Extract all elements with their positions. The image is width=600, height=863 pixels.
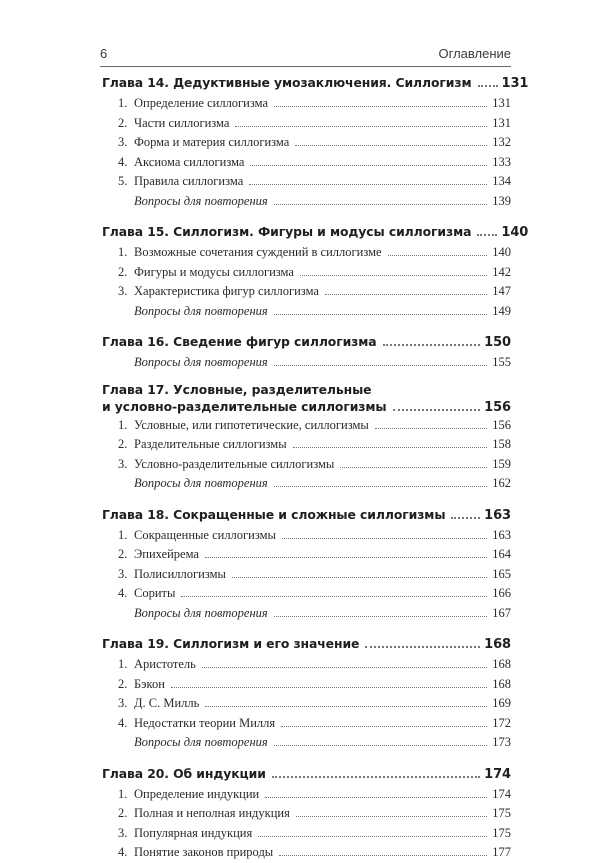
dot-leader bbox=[272, 776, 480, 778]
chapter-title: Глава 20. Об индукции bbox=[102, 765, 266, 781]
section-page: 131 bbox=[492, 96, 511, 110]
review-questions-title: Вопросы для повторения bbox=[134, 303, 268, 318]
dot-leader bbox=[181, 596, 487, 597]
toc-section bbox=[100, 655, 511, 675]
toc-section bbox=[100, 172, 511, 192]
section-page: 156 bbox=[492, 417, 511, 432]
page-header bbox=[100, 46, 511, 64]
chapter-page: 174 bbox=[484, 766, 511, 782]
section-page: 177 bbox=[492, 845, 511, 859]
dot-leader bbox=[478, 85, 498, 87]
toc-review-questions bbox=[100, 353, 511, 373]
section-page: 159 bbox=[492, 456, 511, 471]
section-title: Определение индукции bbox=[134, 786, 260, 801]
dot-leader bbox=[274, 106, 487, 107]
toc-section bbox=[100, 263, 511, 283]
chapter-page: 168 bbox=[484, 637, 511, 652]
section-page: 169 bbox=[492, 696, 511, 710]
section-number: 3. bbox=[118, 566, 128, 581]
section-page: 133 bbox=[492, 154, 511, 169]
dot-leader bbox=[279, 855, 487, 856]
section-title: Полная и неполная индукция bbox=[134, 806, 290, 820]
section-page: 175 bbox=[492, 825, 511, 840]
toc-chapter-17-title-line-1 bbox=[100, 382, 511, 398]
toc-chapter-18 bbox=[100, 504, 511, 526]
section-title: Фигуры и модусы силлогизма bbox=[134, 264, 294, 279]
dot-leader bbox=[250, 165, 487, 166]
section-number: 3. bbox=[118, 284, 128, 298]
section-number: 1. bbox=[118, 657, 128, 671]
review-questions-page: 155 bbox=[492, 355, 511, 369]
dot-leader bbox=[281, 726, 487, 727]
toc-section bbox=[100, 785, 511, 805]
toc-chapter-15 bbox=[100, 221, 529, 243]
dot-leader bbox=[258, 836, 487, 837]
review-questions-title: Вопросы для повторения bbox=[134, 355, 268, 369]
toc-section bbox=[100, 282, 511, 302]
section-page: 147 bbox=[492, 284, 511, 298]
dot-leader bbox=[296, 816, 487, 817]
section-title: Д. С. Милль bbox=[134, 696, 200, 710]
section-page: 140 bbox=[492, 245, 511, 259]
dot-leader bbox=[249, 184, 487, 185]
toc-section bbox=[100, 94, 511, 114]
toc-review-questions bbox=[100, 192, 511, 212]
section-page: 166 bbox=[492, 586, 511, 600]
section-number: 2. bbox=[118, 264, 128, 279]
section-title: Бэкон bbox=[134, 676, 165, 691]
section-title: Условные, или гипотетические, силлогизмы bbox=[134, 417, 369, 432]
section-number: 3. bbox=[118, 696, 128, 710]
dot-leader bbox=[300, 275, 487, 276]
dot-leader bbox=[171, 687, 487, 688]
section-number: 1. bbox=[118, 417, 128, 432]
section-title: Аксиома силлогизма bbox=[134, 154, 245, 169]
dot-leader bbox=[388, 255, 487, 256]
section-page: 132 bbox=[492, 135, 511, 149]
section-title: Сокращенные силлогизмы bbox=[134, 527, 276, 542]
review-questions-page: 167 bbox=[492, 605, 511, 620]
section-number: 4. bbox=[118, 715, 128, 730]
toc-review-questions bbox=[100, 302, 511, 322]
section-number: 2. bbox=[118, 115, 128, 130]
section-number: 1. bbox=[118, 527, 128, 542]
section-number: 5. bbox=[118, 174, 128, 188]
section-page: 134 bbox=[492, 174, 511, 188]
review-questions-page: 162 bbox=[492, 476, 511, 490]
toc-section bbox=[100, 114, 511, 134]
section-number: 2. bbox=[118, 437, 128, 451]
toc-section bbox=[100, 416, 511, 436]
chapter-title: Глава 14. Дедуктивные умозаключения. Силлогизм bbox=[102, 75, 472, 90]
section-page: 131 bbox=[492, 115, 511, 130]
section-title: Полисиллогизмы bbox=[134, 566, 226, 581]
section-number: 2. bbox=[118, 547, 128, 561]
dot-leader bbox=[205, 706, 487, 707]
toc-section bbox=[100, 804, 511, 824]
section-number: 3. bbox=[118, 456, 128, 471]
review-questions-title: Вопросы для повторения bbox=[134, 735, 268, 749]
review-questions-page: 173 bbox=[492, 735, 511, 749]
section-page: 175 bbox=[492, 806, 511, 820]
section-title: Возможные сочетания суждений в силлогизме bbox=[134, 245, 382, 259]
toc-section bbox=[100, 694, 511, 714]
review-questions-page: 149 bbox=[492, 303, 511, 318]
section-page: 168 bbox=[492, 676, 511, 691]
toc-section bbox=[100, 565, 511, 585]
toc-section bbox=[100, 243, 511, 263]
section-page: 174 bbox=[492, 786, 511, 801]
section-number: 3. bbox=[118, 825, 128, 840]
dot-leader bbox=[282, 538, 487, 539]
section-number: 1. bbox=[118, 245, 128, 259]
dot-leader bbox=[375, 428, 487, 429]
running-title: Оглавление bbox=[438, 46, 511, 61]
toc-section bbox=[100, 153, 511, 173]
toc-section bbox=[100, 843, 511, 863]
table-of-contents bbox=[100, 72, 529, 863]
dot-leader bbox=[383, 344, 481, 346]
chapter-title: Глава 15. Силлогизм. Фигуры и модусы силлогизма bbox=[102, 224, 472, 239]
section-page: 142 bbox=[492, 264, 511, 279]
review-questions-page: 139 bbox=[492, 193, 511, 208]
section-title: Аристотель bbox=[134, 657, 196, 671]
toc-section bbox=[100, 133, 511, 153]
chapter-title: Глава 18. Сокращенные и сложные силлогизмы bbox=[102, 506, 446, 522]
section-number: 4. bbox=[118, 154, 128, 169]
section-number: 3. bbox=[118, 135, 128, 149]
dot-leader bbox=[393, 409, 481, 411]
section-number: 4. bbox=[118, 586, 128, 600]
section-title: Популярная индукция bbox=[134, 825, 253, 840]
toc-section bbox=[100, 824, 511, 844]
toc-chapter-20 bbox=[100, 763, 511, 785]
section-page: 165 bbox=[492, 566, 511, 581]
section-title: Условно-разделительные силлогизмы bbox=[134, 456, 335, 471]
dot-leader bbox=[274, 745, 487, 746]
section-title: Разделительные силлогизмы bbox=[134, 437, 287, 451]
section-number: 2. bbox=[118, 676, 128, 691]
dot-leader bbox=[265, 797, 487, 798]
toc-section bbox=[100, 545, 511, 565]
toc-chapter-16 bbox=[100, 331, 511, 353]
dot-leader bbox=[325, 294, 487, 295]
dot-leader bbox=[205, 557, 487, 558]
section-title: Сориты bbox=[134, 586, 176, 600]
toc-section bbox=[100, 455, 511, 475]
dot-leader bbox=[274, 616, 487, 617]
chapter-title-continuation: и условно-разделительные силлогизмы bbox=[102, 398, 387, 414]
section-number: 1. bbox=[118, 786, 128, 801]
toc-section bbox=[100, 526, 511, 546]
dot-leader bbox=[274, 314, 487, 315]
chapter-page: 140 bbox=[501, 225, 529, 240]
dot-leader bbox=[365, 646, 480, 648]
toc-review-questions bbox=[100, 604, 511, 624]
header-rule bbox=[100, 66, 511, 67]
section-title: Форма и материя силлогизма bbox=[134, 135, 290, 149]
section-page: 168 bbox=[492, 657, 511, 671]
section-title: Недостатки теории Милля bbox=[134, 715, 276, 730]
section-page: 164 bbox=[492, 547, 511, 561]
chapter-title: Глава 17. Условные, разделительные bbox=[102, 381, 372, 397]
dot-leader bbox=[274, 486, 487, 487]
review-questions-title: Вопросы для повторения bbox=[134, 193, 268, 208]
page-number: 6 bbox=[100, 46, 108, 61]
chapter-page: 156 bbox=[484, 399, 511, 415]
section-title: Части силлогизма bbox=[134, 115, 230, 130]
toc-chapter-14 bbox=[100, 72, 529, 94]
chapter-title: Глава 19. Силлогизм и его значение bbox=[102, 636, 360, 651]
section-title: Определение силлогизма bbox=[134, 96, 269, 110]
section-number: 1. bbox=[118, 96, 128, 110]
toc-section bbox=[100, 675, 511, 695]
section-page: 163 bbox=[492, 527, 511, 542]
toc-section bbox=[100, 714, 511, 734]
section-title: Характеристика фигур силлогизма bbox=[134, 284, 319, 298]
toc-chapter-19 bbox=[100, 633, 511, 655]
toc-section bbox=[100, 584, 511, 604]
section-page: 172 bbox=[492, 715, 511, 730]
chapter-page: 131 bbox=[501, 76, 529, 91]
dot-leader bbox=[235, 126, 487, 127]
review-questions-title: Вопросы для повторения bbox=[134, 605, 268, 620]
dot-leader bbox=[202, 667, 487, 668]
dot-leader bbox=[295, 145, 487, 146]
chapter-page: 163 bbox=[484, 507, 511, 523]
section-number: 4. bbox=[118, 845, 128, 859]
toc-review-questions bbox=[100, 474, 511, 494]
section-title: Понятие законов природы bbox=[134, 845, 274, 859]
section-title: Эпихейрема bbox=[134, 547, 199, 561]
dot-leader bbox=[232, 577, 487, 578]
section-page: 158 bbox=[492, 437, 511, 451]
review-questions-title: Вопросы для повторения bbox=[134, 476, 268, 490]
section-number: 2. bbox=[118, 806, 128, 820]
chapter-title: Глава 16. Сведение фигур силлогизма bbox=[102, 334, 377, 349]
dot-leader bbox=[274, 365, 487, 366]
chapter-page: 150 bbox=[484, 335, 511, 350]
dot-leader bbox=[293, 447, 487, 448]
dot-leader bbox=[340, 467, 487, 468]
dot-leader bbox=[451, 517, 480, 519]
dot-leader bbox=[274, 204, 487, 205]
toc-chapter-17 bbox=[100, 398, 511, 416]
section-title: Правила силлогизма bbox=[134, 174, 244, 188]
toc-section bbox=[100, 435, 511, 455]
dot-leader bbox=[477, 234, 497, 236]
